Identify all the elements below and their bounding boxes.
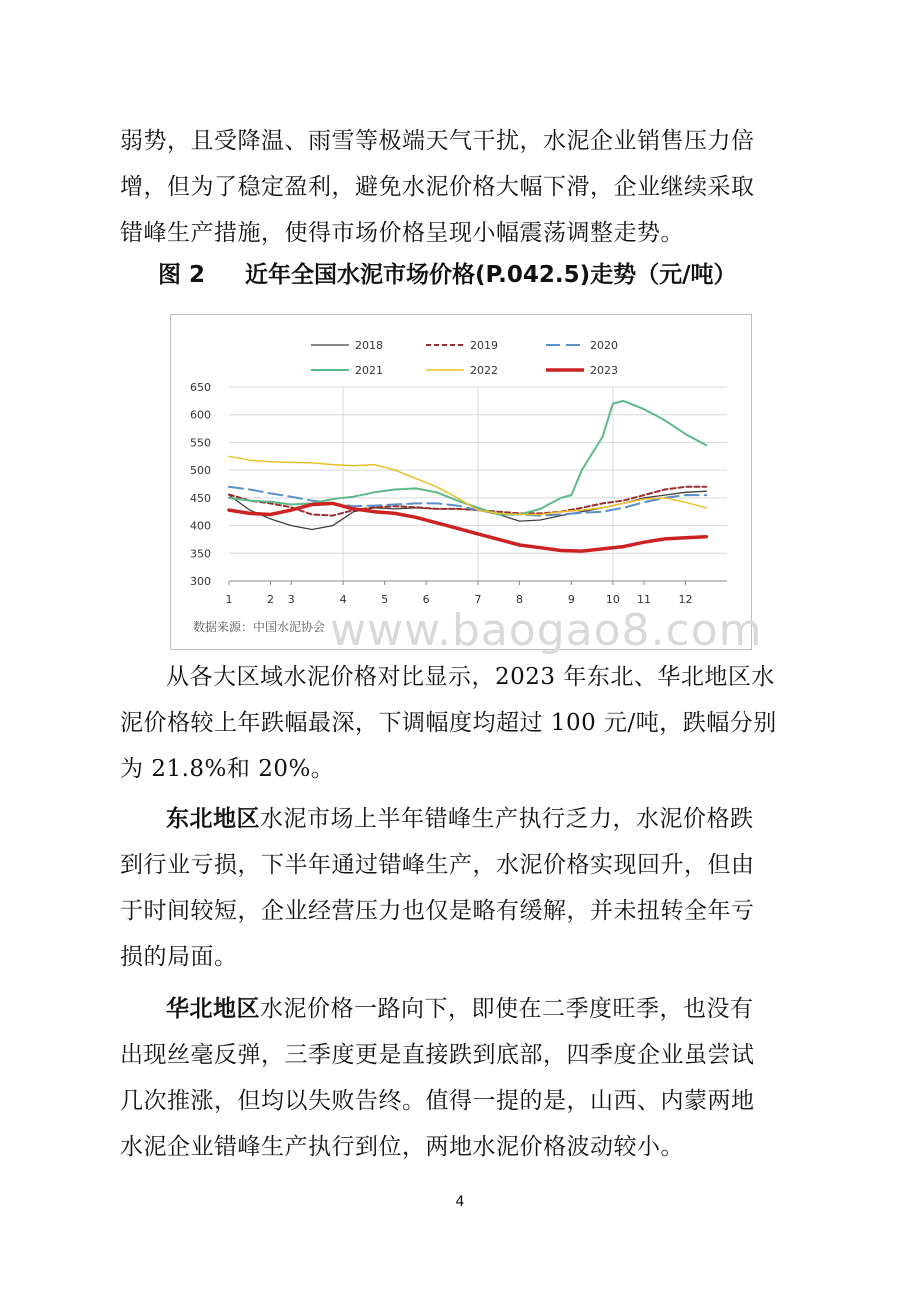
x-tick-label: 8: [516, 593, 523, 606]
paragraph-2: [120, 654, 800, 792]
x-tick-label: 1: [225, 593, 233, 606]
text-line: 于时间较短，企业经营压力也仅是略有缓解，并未扭转全年亏: [120, 898, 755, 924]
text-line: 出现丝毫反弹，三季度更是直接跌到底部，四季度企业虽尝试: [120, 1042, 755, 1068]
page-number: 4: [455, 1194, 465, 1210]
x-tick-label: 6: [422, 593, 430, 606]
x-tick-label: 4: [339, 593, 347, 606]
region-heading-north-china: 华北地区: [166, 995, 260, 1022]
y-tick-label: 300: [190, 575, 211, 588]
figure-title: [158, 256, 737, 289]
region-heading-northeast: 东北地区: [166, 805, 260, 832]
x-tick-label: 7: [474, 593, 482, 606]
legend-label-2022: 2022: [470, 364, 498, 377]
text-segment: 水泥价格一路向下，即使在二季度旺季，也没有: [260, 996, 754, 1022]
text-line: 损的局面。: [120, 944, 238, 970]
legend-label-2018: 2018: [355, 339, 383, 352]
legend-label-2023: 2023: [590, 364, 618, 377]
legend-label-2019: 2019: [470, 339, 498, 352]
paragraph-1: [120, 118, 800, 256]
y-tick-label: 550: [190, 436, 211, 450]
paragraph-north-china: [120, 986, 800, 1170]
x-tick-label: 11: [637, 593, 651, 606]
legend-label-2020: 2020: [590, 339, 618, 352]
text-line: 几次推涨，但均以失败告终。值得一提的是，山西、内蒙两地: [120, 1088, 755, 1114]
x-tick-label: 12: [678, 593, 693, 606]
figure-caption: 近年全国水泥市场价格(P.042.5)走势（元/吨）: [245, 262, 737, 288]
price-line-chart: [171, 315, 751, 649]
y-tick-label: 400: [190, 519, 211, 533]
text-line: 泥价格较上年跌幅最深，下调幅度均超过 100 元/吨，跌幅分别: [120, 710, 777, 736]
x-tick-label: 9: [567, 593, 575, 606]
text-line: [120, 986, 800, 1032]
x-tick-label: 10: [605, 593, 620, 606]
y-tick-label: 350: [190, 547, 211, 561]
text-line: 水泥企业错峰生产执行到位，两地水泥价格波动较小。: [120, 1134, 684, 1160]
text-line: 从各大区域水泥价格对比显示，2023 年东北、华北地区水: [166, 664, 775, 690]
y-tick-label: 600: [190, 408, 211, 422]
figure-label: 图 2: [158, 262, 206, 288]
y-tick-label: 450: [190, 491, 211, 505]
x-tick-label: 5: [381, 593, 389, 606]
text-line: 增，但为了稳定盈利，避免水泥价格大幅下滑，企业继续采取: [120, 174, 755, 200]
y-tick-label: 650: [190, 381, 211, 394]
paragraph-northeast: [120, 796, 800, 980]
chart-frame: [170, 314, 752, 650]
chart-source-note: 数据来源：中国水泥协会: [193, 620, 326, 634]
text-line: 到行业亏损，下半年通过错峰生产，水泥价格实现回升，但由: [120, 852, 755, 878]
text-line: 为 21.8%和 20%。: [120, 756, 335, 782]
watermark: www.baogao8.com: [330, 605, 763, 656]
x-tick-label: 3: [287, 593, 295, 606]
y-tick-label: 500: [190, 464, 211, 478]
text-line: 错峰生产措施，使得市场价格呈现小幅震荡调整走势。: [120, 220, 684, 246]
text-line: 弱势，且受降温、雨雪等极端天气干扰，水泥企业销售压力倍: [120, 128, 755, 154]
x-tick-label: 2: [267, 593, 274, 606]
text-segment: 水泥市场上半年错峰生产执行乏力，水泥价格跌: [260, 806, 754, 832]
text-line: [120, 796, 800, 842]
legend-label-2021: 2021: [355, 364, 383, 377]
